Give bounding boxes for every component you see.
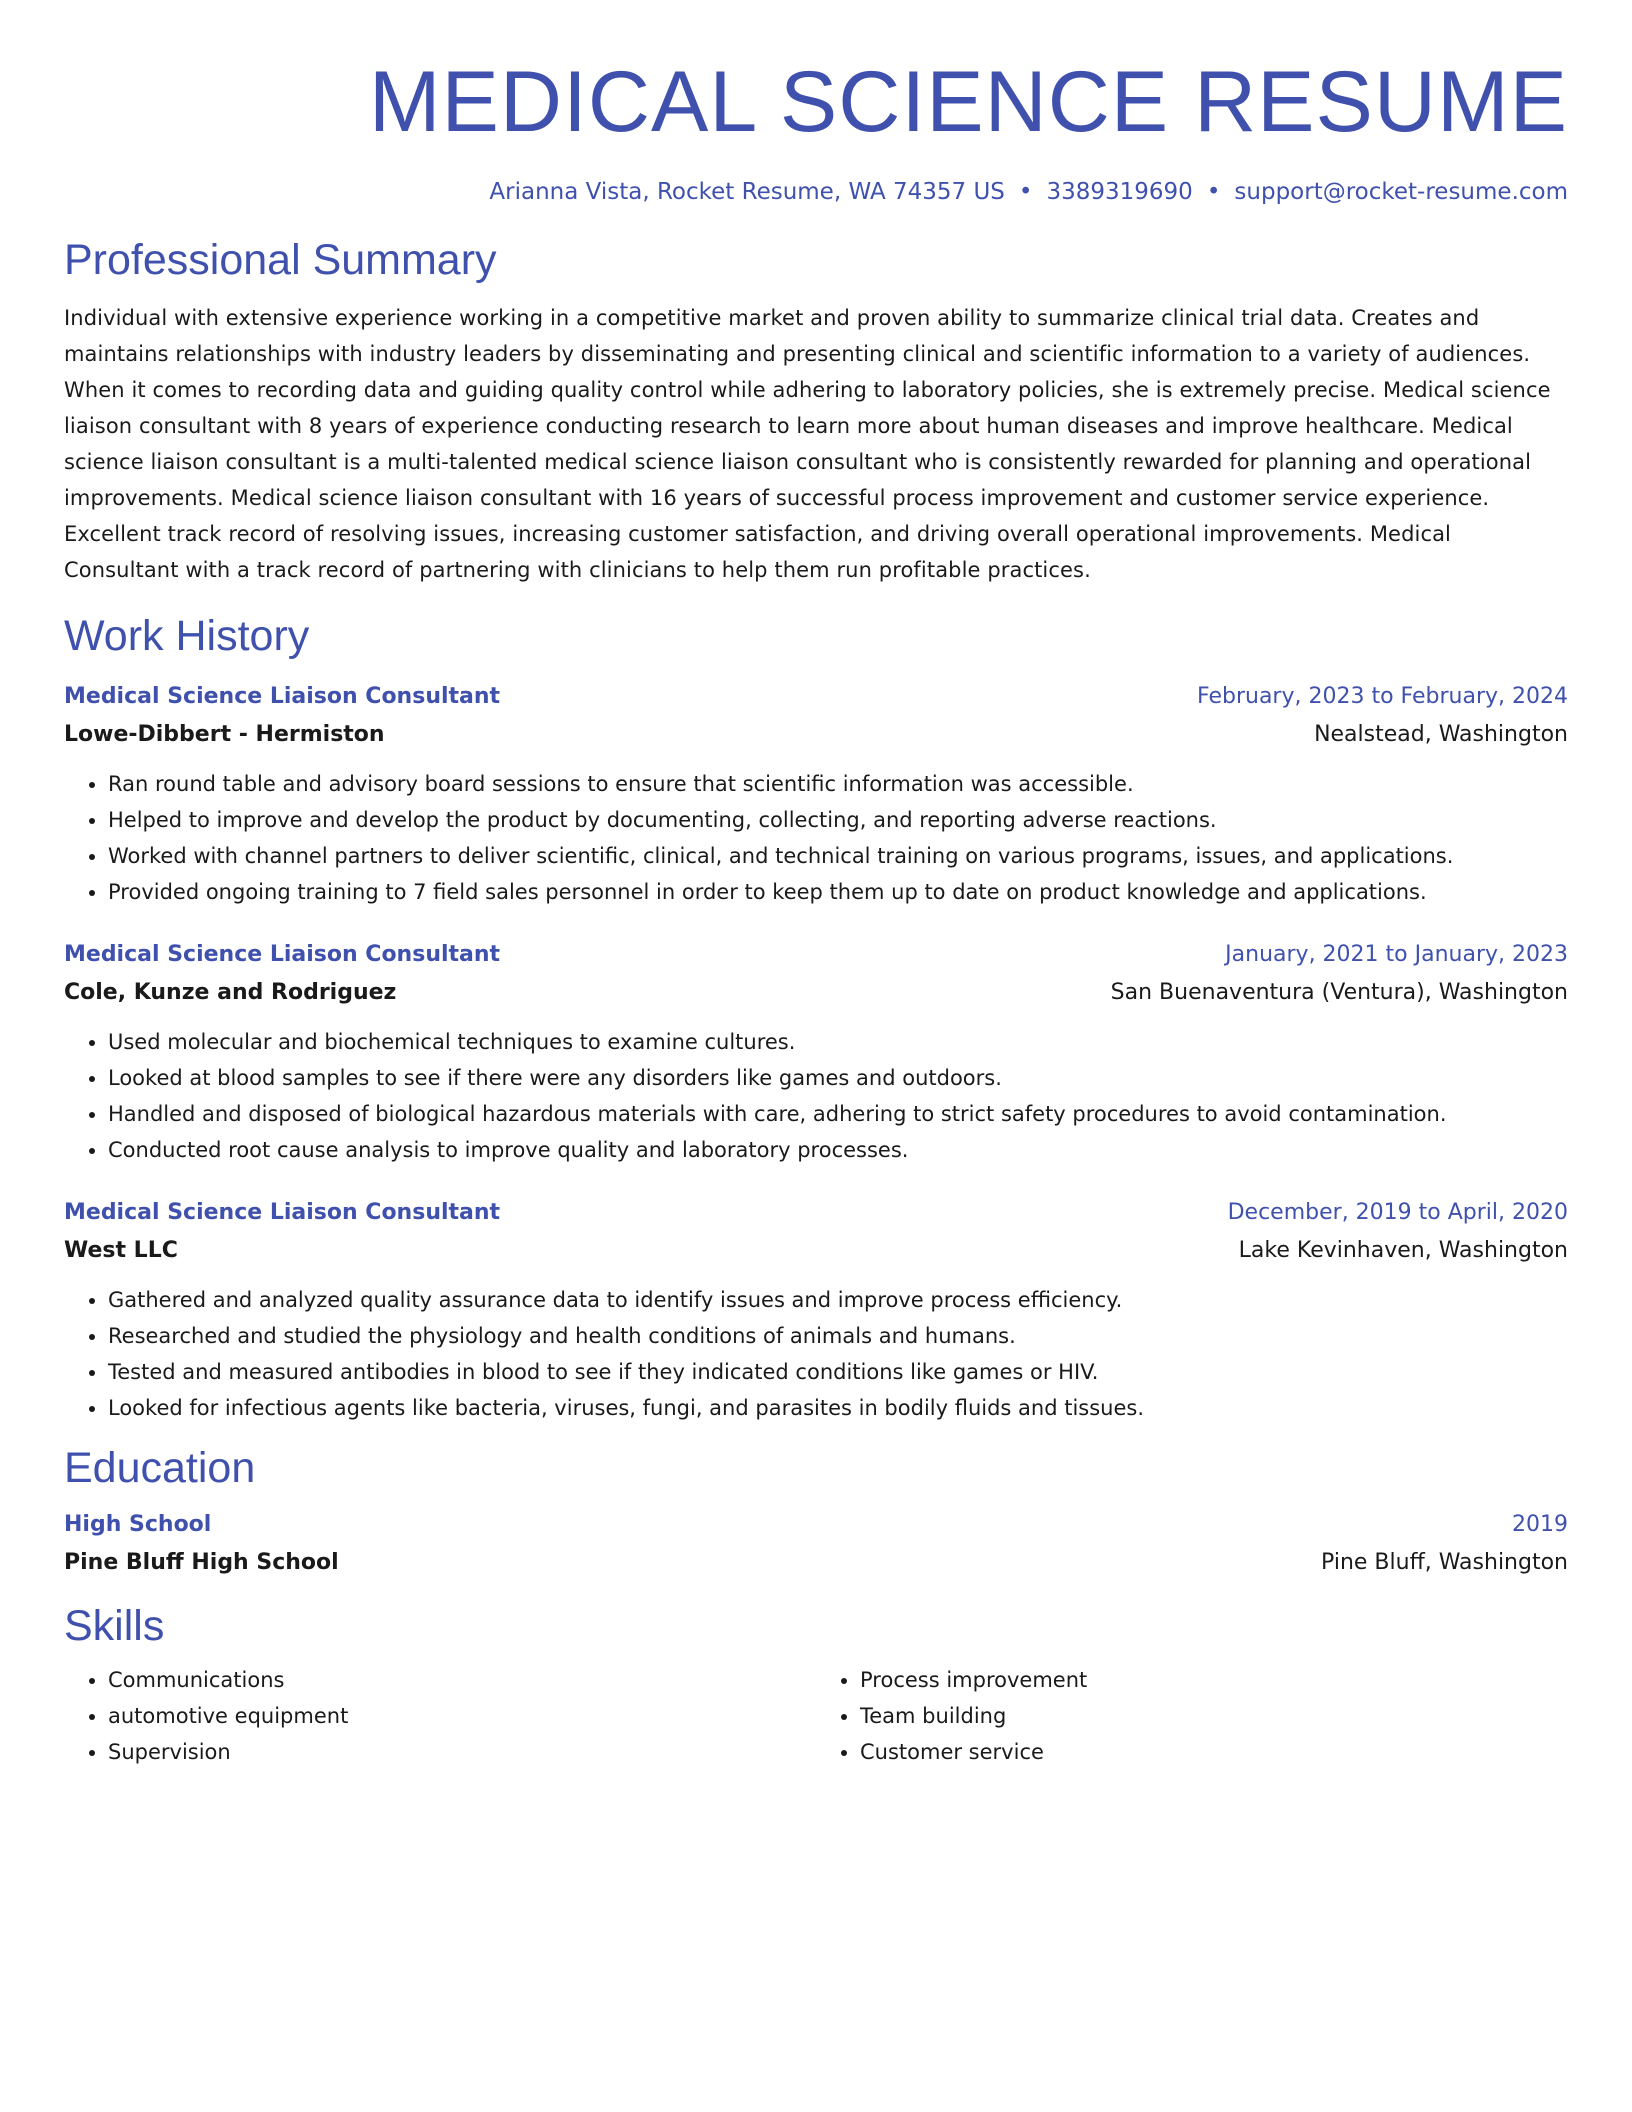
education-school: Pine Bluff High School bbox=[64, 1550, 339, 1575]
job-location: San Buenaventura (Ventura), Washington bbox=[1110, 980, 1568, 1005]
work-heading: Work History bbox=[64, 612, 310, 660]
job-dates: December, 2019 to April, 2020 bbox=[1227, 1200, 1568, 1225]
education-entry bbox=[64, 1506, 1568, 1582]
job-title: Medical Science Liaison Consultant bbox=[64, 1200, 501, 1225]
job-bullet: • Helped to improve and develop the product by documenting, collecting, and reporting adverse reactions. bbox=[108, 802, 1568, 838]
skill-item: • Process improvement bbox=[860, 1662, 1568, 1698]
job-bullet: • Gathered and analyzed quality assurance data to identify issues and improve process efficiency. bbox=[108, 1282, 1568, 1318]
job-title: Medical Science Liaison Consultant bbox=[64, 684, 501, 709]
education-degree: High School bbox=[64, 1512, 212, 1537]
contact-address: Arianna Vista, Rocket Resume, WA 74357 US bbox=[489, 179, 1005, 205]
education-section bbox=[64, 1442, 1568, 1582]
job-bullets bbox=[64, 1282, 1568, 1426]
job-bullet: • Tested and measured antibodies in blood to see if they indicated conditions like games or HIV. bbox=[108, 1354, 1568, 1390]
job-location: Lake Kevinhaven, Washington bbox=[1238, 1238, 1568, 1263]
job-bullet: • Handled and disposed of biological hazardous materials with care, adhering to strict safety procedures to avoid contamination. bbox=[108, 1096, 1568, 1132]
skills-section bbox=[64, 1600, 1568, 1770]
skills-list-left bbox=[64, 1662, 816, 1770]
job-dates: January, 2021 to January, 2023 bbox=[1225, 942, 1568, 967]
work-section bbox=[64, 610, 1568, 1426]
job-bullet: • Conducted root cause analysis to improve quality and laboratory processes. bbox=[108, 1132, 1568, 1168]
job-bullets bbox=[64, 766, 1568, 910]
skill-item: • Supervision bbox=[108, 1734, 816, 1770]
job-employer: West LLC bbox=[64, 1238, 178, 1263]
skills-heading: Skills bbox=[64, 1602, 165, 1650]
job-entry bbox=[64, 1194, 1568, 1426]
contact-separator: • bbox=[1018, 179, 1033, 205]
job-bullet: • Ran round table and advisory board sessions to ensure that scientific information was accessible. bbox=[108, 766, 1568, 802]
skill-item: • Communications bbox=[108, 1662, 816, 1698]
summary-text: Individual with extensive experience working in a competitive market and proven ability to summarize clinical trial data. Creates and maintains relationships with industry leaders by disseminating and presenting clinical and scientific information to a variety of audiences. When it comes to recording data and guiding quality control while adhering to laboratory policies, she is extremely precise. Medical science liaison consultant with 8 years of experience conducting research to learn more about human diseases and improve healthcare. Medical science liaison consultant is a multi-talented medical science liaison consultant who is consistently rewarded for planning and operational improvements. Medical science liaison consultant with 16 years of successful process improvement and customer service experience. Excellent track record of resolving issues, increasing customer satisfaction, and driving overall operational improvements. Medical Consultant with a track record of partnering with clinicians to help them run profitable practices. bbox=[64, 306, 1551, 582]
job-title: Medical Science Liaison Consultant bbox=[64, 942, 501, 967]
summary-heading: Professional Summary bbox=[64, 236, 497, 284]
resume-title: MEDICAL SCIENCE RESUME bbox=[368, 54, 1568, 150]
job-bullet: • Looked for infectious agents like bacteria, viruses, fungi, and parasites in bodily fluids and tissues. bbox=[108, 1390, 1568, 1426]
skill-item: • Customer service bbox=[860, 1734, 1568, 1770]
job-bullet: • Looked at blood samples to see if there were any disorders like games and outdoors. bbox=[108, 1060, 1568, 1096]
job-entry bbox=[64, 936, 1568, 1168]
skills-columns bbox=[64, 1662, 1568, 1770]
education-location: Pine Bluff, Washington bbox=[1321, 1550, 1568, 1575]
education-heading: Education bbox=[64, 1444, 256, 1492]
skill-item: • automotive equipment bbox=[108, 1698, 816, 1734]
education-year: 2019 bbox=[1512, 1512, 1568, 1537]
job-employer: Lowe-Dibbert - Hermiston bbox=[64, 722, 385, 747]
job-bullet: • Used molecular and biochemical techniques to examine cultures. bbox=[108, 1024, 1568, 1060]
job-bullet: • Worked with channel partners to deliver scientific, clinical, and technical training on various programs, issues, and applications. bbox=[108, 838, 1568, 874]
job-bullet: • Researched and studied the physiology and health conditions of animals and humans. bbox=[108, 1318, 1568, 1354]
job-entry bbox=[64, 678, 1568, 910]
contact-phone: 3389319690 bbox=[1046, 179, 1193, 205]
summary-section bbox=[64, 234, 1568, 588]
contact-line bbox=[64, 178, 1568, 206]
contact-separator: • bbox=[1206, 179, 1221, 205]
contact-email: support@rocket-resume.com bbox=[1234, 179, 1568, 205]
job-employer: Cole, Kunze and Rodriguez bbox=[64, 980, 397, 1005]
job-bullet: • Provided ongoing training to 7 field sales personnel in order to keep them up to date on product knowledge and applications. bbox=[108, 874, 1568, 910]
skill-item: • Team building bbox=[860, 1698, 1568, 1734]
job-dates: February, 2023 to February, 2024 bbox=[1197, 684, 1568, 709]
job-location: Nealstead, Washington bbox=[1314, 722, 1568, 747]
skills-list-right bbox=[816, 1662, 1568, 1770]
job-bullets bbox=[64, 1024, 1568, 1168]
